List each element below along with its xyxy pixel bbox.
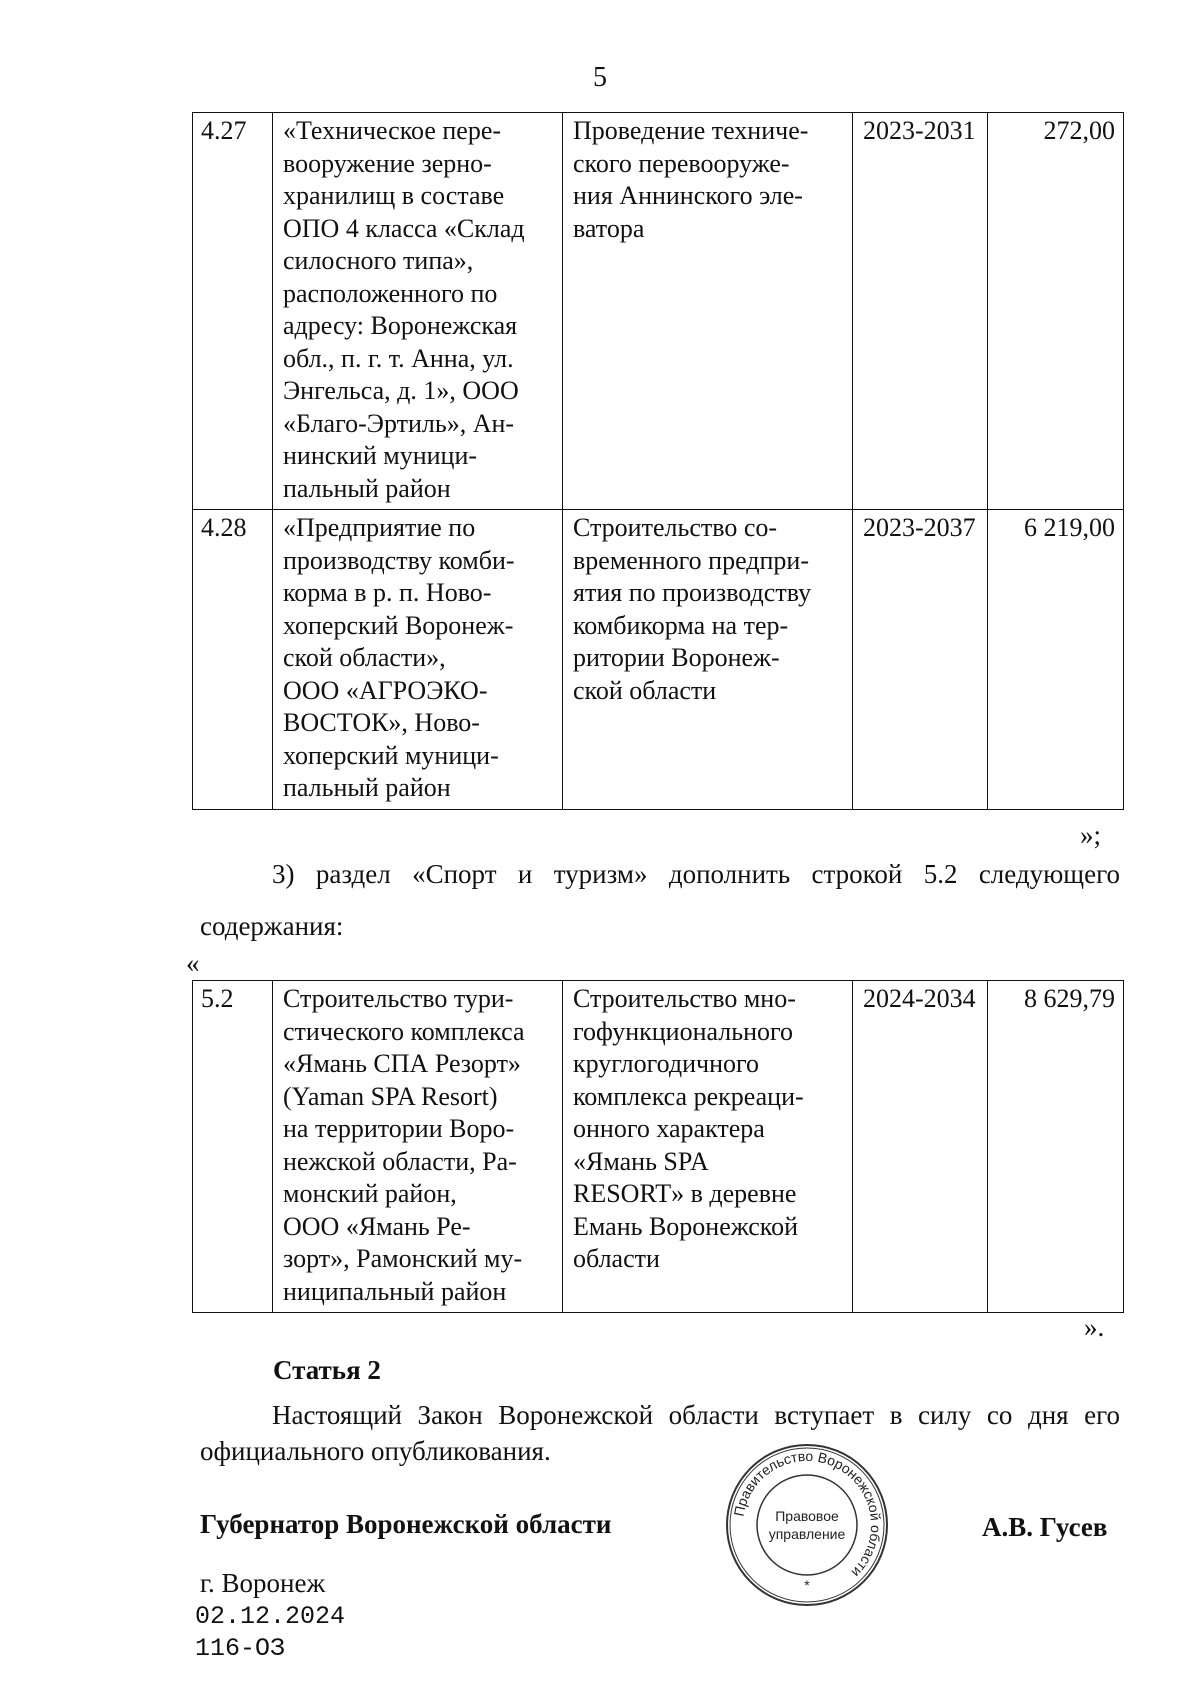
law-number: 116-ОЗ (195, 1634, 286, 1663)
projects-table-2 (192, 980, 1124, 1313)
project-period: 2024-2034 (853, 981, 988, 1313)
project-amount: 8 629,79 (988, 981, 1124, 1313)
project-name: «Предприятие по производству комби- корма в р. п. Ново- хоперский Воронеж- ской области», ООО «АГРОЭКО- ВОСТОК», Ново- хоперский муници- пальный район (273, 510, 563, 810)
amendment-paragraph: 3) раздел «Спорт и туризм» дополнить строкой 5.2 следующего содержания: (200, 859, 1120, 941)
stamp-center-line: Правовое (775, 1508, 839, 1524)
page-number: 5 (593, 62, 607, 93)
project-name: Строительство тури- стического комплекса «Ямань СПА Резорт» (Yaman SPA Resort) на территории Воро- нежской области, Ра- монский район, ООО «Ямань Ре- зорт», Рамонский му- ниципальный район (273, 981, 563, 1313)
project-name: «Техническое пере- вооружение зерно- хранилищ в составе ОПО 4 класса «Склад силосного типа», расположенного по адресу: Воронежская обл., п. г. т. Анна, ул. Энгельса, д. 1», ООО «Благо-Эртиль», Ан- нинский муници- пальный район (273, 113, 563, 510)
row-number: 4.27 (193, 113, 273, 510)
project-description: Строительство со- временного предпри- ятия по производству комбикорма на тер- ритории Воронеж- ской области (563, 510, 853, 810)
project-description: Проведение техниче- ского перевооруже- ния Аннинского эле- ватора (563, 113, 853, 510)
article-text: Настоящий Закон Воронежской области вступает в силу со дня его официального опубликования. (200, 1400, 1120, 1466)
table-row (193, 113, 1124, 510)
stamp-ring-text: Правительство Воронежской области (730, 1447, 885, 1581)
signing-date: 02.12.2024 (195, 1602, 346, 1631)
signing-place: г. Воронеж (200, 1568, 326, 1598)
article-heading: Статья 2 (273, 1355, 381, 1385)
project-description: Строительство мно- гофункционального круглогодичного комплекса рекреаци- онного характера «Ямань SPA RESORT» в деревне Емань Воронежской области (563, 981, 853, 1313)
project-amount: 6 219,00 (988, 510, 1124, 810)
project-period: 2023-2031 (853, 113, 988, 510)
table-row (193, 510, 1124, 810)
closing-quote: ». (1084, 1312, 1105, 1342)
closing-quote: »; (1080, 820, 1102, 850)
stamp-center-line: управление (768, 1526, 846, 1542)
project-amount: 272,00 (988, 113, 1124, 510)
opening-quote: « (186, 948, 200, 978)
row-number: 4.28 (193, 510, 273, 810)
stamp-star: * (804, 1577, 810, 1593)
projects-table-1 (192, 112, 1124, 810)
signatory-title: Губернатор Воронежской области (200, 1509, 612, 1539)
signatory-name: А.В. Гусев (982, 1512, 1108, 1542)
seal-stamp (722, 1440, 892, 1610)
table-row (193, 981, 1124, 1313)
project-period: 2023-2037 (853, 510, 988, 810)
row-number: 5.2 (193, 981, 273, 1313)
